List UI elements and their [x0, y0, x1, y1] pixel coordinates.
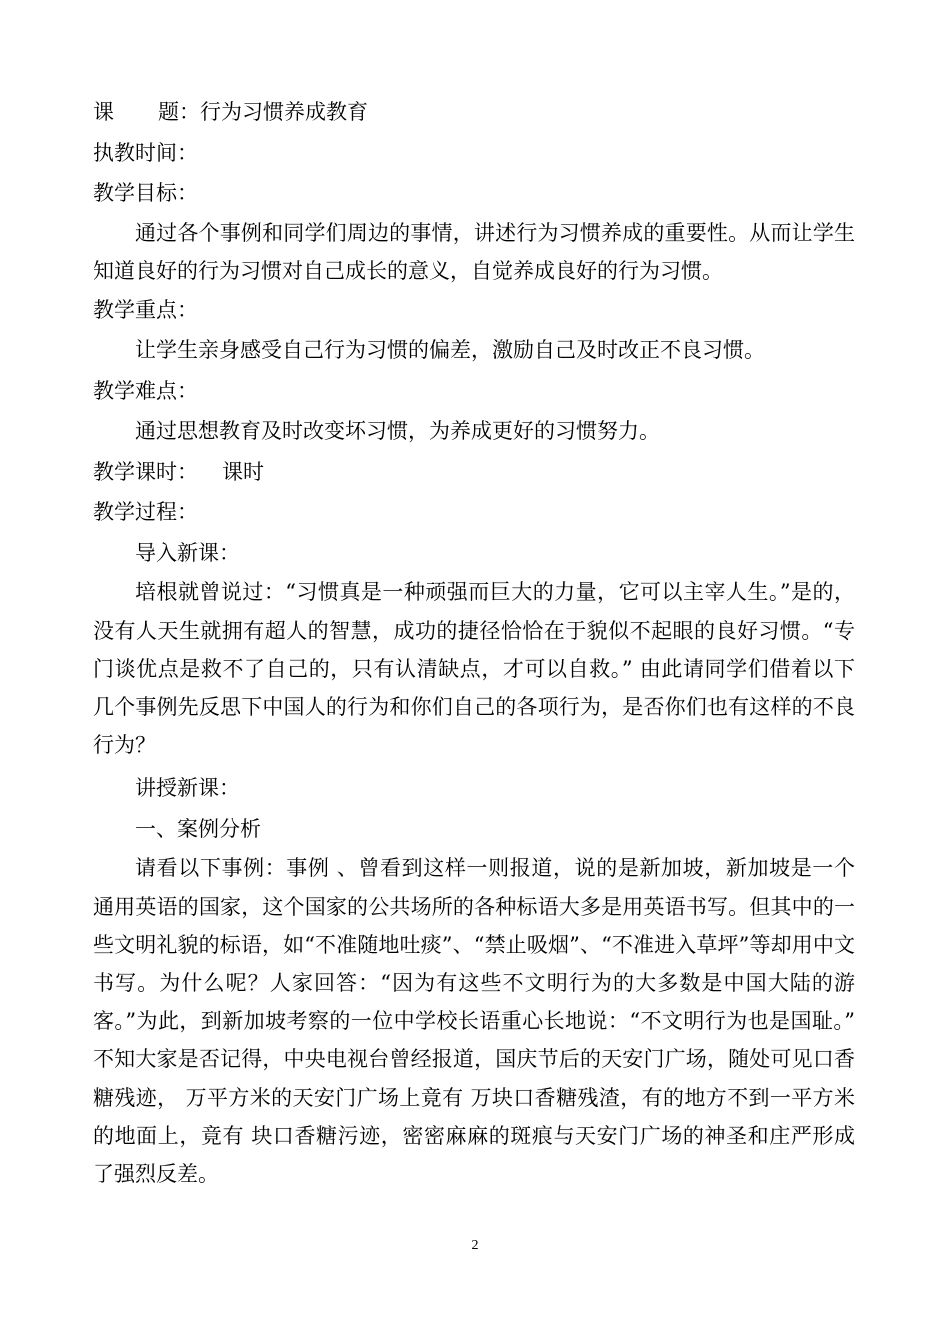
intro-text: 培根就曾说过：“习惯真是一种顽强而巨大的力量，它可以主宰人生。”是的，没有人天生就拥有超人的智慧，成功的捷径恰恰在于貌似不起眼的良好习惯。“专门谈优点是救不了自己的，只有认清缺点，才可以自救。” 由此请同学们借着以下几个事例先反思下中国人的行为和你们自己的各项行为，是否你们也有这样的不良行为？ — [93, 580, 855, 758]
teaching-time-label: 执教时间： — [93, 140, 198, 165]
focus-text: 让学生亲身感受自己行为习惯的偏差，激励自己及时改正不良习惯。 — [135, 338, 765, 363]
objective-text: 通过各个事例和同学们周边的事情，讲述行为习惯养成的重要性。从而让学生知道良好的行为习惯对自己成长的意义，自觉养成良好的行为习惯。 — [93, 220, 855, 283]
difficulty-text: 通过思想教育及时改变坏习惯，为养成更好的习惯努力。 — [135, 419, 660, 444]
document-page — [93, 92, 855, 1193]
hours-value: 课时 — [222, 459, 264, 484]
title-label-char1: 课 — [93, 100, 114, 124]
title-label-char2: 题 — [158, 100, 179, 124]
focus-label: 教学重点： — [93, 297, 198, 322]
page-number: 2 — [471, 1238, 479, 1253]
new-lesson-heading: 讲授新课： — [135, 776, 240, 801]
intro-heading: 导入新课： — [135, 540, 240, 565]
case-heading: 一、案例分析 — [135, 816, 261, 841]
title-value: 行为习惯养成教育 — [200, 100, 368, 124]
hours-line — [93, 452, 855, 493]
difficulty-label: 教学难点： — [93, 378, 198, 403]
case-text: 请看以下事例：事例 、曾看到这样一则报道，说的是新加坡，新加坡是一个通用英语的国家，这个国家的公共场所的各种标语大多是用英语书写。但其中的一些文明礼貌的标语，如“不准随地吐痰”、“禁止吸烟”、“不准进入草坪”等却用中文书写。为什么呢？人家回答：“因为有这些不文明行为的大多数是中国大陆的游客。”为此，到新加坡考察的一位中学校长语重心长地说：“不文明行为也是国耻。” 不知大家是否记得，中央电视台曾经报道，国庆节后的天安门广场，随处可见口香糖残迹， 万平方米的天安门广场上竟有 万块口香糖残渣，有的地方不到一平方米的地面上，竟有 块口香糖污迹，密密麻麻的斑痕与天安门广场的神圣和庄严形成了强烈反差。 — [93, 856, 855, 1187]
hours-label: 教学课时： — [93, 459, 198, 484]
objective-label: 教学目标： — [93, 181, 198, 205]
title-line — [93, 92, 855, 133]
title-colon: ： — [179, 100, 200, 124]
process-label: 教学过程： — [93, 500, 198, 525]
